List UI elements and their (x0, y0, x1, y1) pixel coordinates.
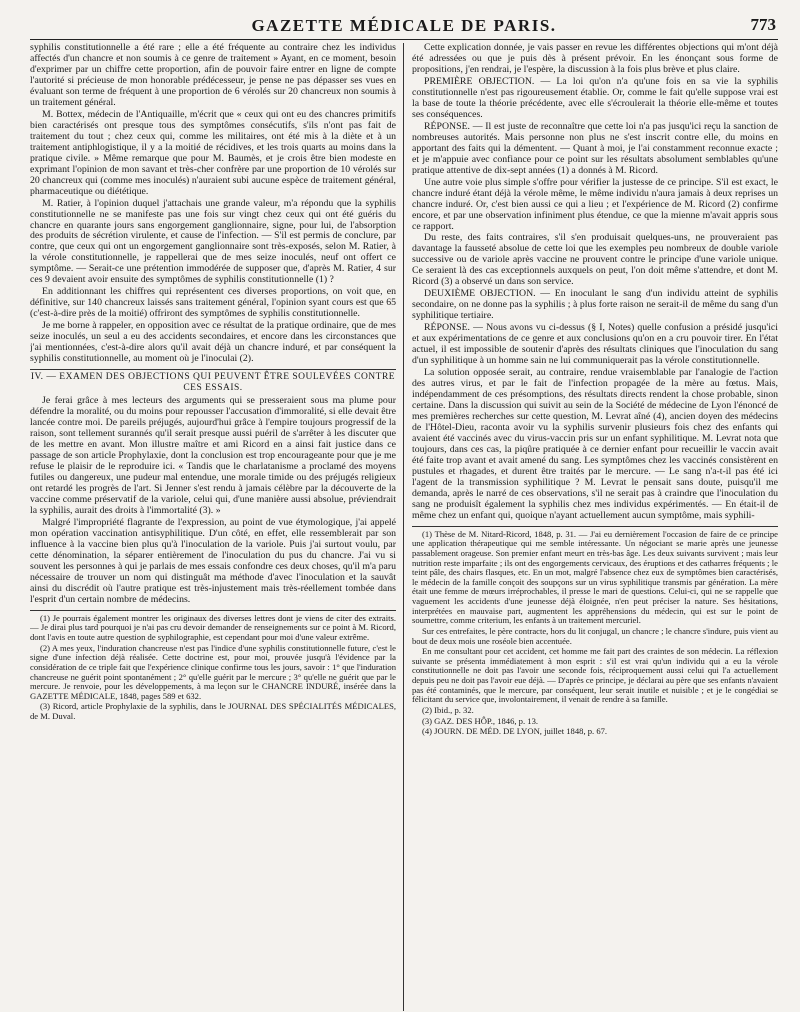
footnote: (1) Thèse de M. Nitard-Ricord, 1848, p. 31. — J'ai eu dernièrement l'occasion de faire de ce principe une application thérapeutique qui me semble intéressante. Un négociant se marie après une jeunesse passablement orageuse. Son premier enfant meurt en très-bas âge. Les deux suivants survivent ; mais leur nutrition reste imparfaite ; ils ont des engorgements cervicaux, des éruptions et des catharres fréquents ; le teint pâle, des chairs flasques, etc. En un mot, malgré l'absence chez eux de symptômes bien caractérisés, le médecin de la famille conçoit des soupçons sur un virus syphilitique transmis par génération. La mère était une femme de mœurs irréprochables, il presse le mari de questions. Celui-ci, qui ne se rappelle que vaguement les accidents d'une jeunesse déjà éloignée, n'en peut préciser la nature. Ses hésitations, interprétées en mauvaise part, augmentent les appréhensions du médecin, qui est sur le point de soumettre, comme criterium, les enfants à un traitement mercuriel. (412, 528, 778, 626)
footnote: (2) A mes yeux, l'induration chancreuse n'est pas l'indice d'une syphilis constitutionnelle future, c'est le signe d'une infection déjà réalisée. Cette doctrine est, pour moi, prouvée jusqu'à l'évidence par la considération de ce triple fait que l'expérience clinique confirme tous les jours, savoir : 1° que l'induration chancreuse ne guérit point spontanément ; 2° qu'elle guérit par le mercure ; 3° qu'elle ne guérit que par le mercure. Je renvoie, pour les développements, à ma leçon sur le CHANCRE INDURÉ, insérée dans la GAZETTE MÉDICALE, 1848, pages 589 et 632. (30, 642, 396, 701)
right-column (404, 43, 778, 1011)
paragraph: En additionnant les chiffres qui représentent ces diverses proportions, on voit que, en définitive, sur 140 chancreux laissés sans traitement général, l'opinion syant cours est que 65 (c'est-à-dire près de la moitié) offriront des symptômes de syphilis constitutionnelle. (30, 286, 396, 320)
paragraph: M. Bottex, médecin de l'Antiquaille, m'écrit que « ceux qui ont eu des chancres primitifs bien caractérisés ont presque tous des symptômes consécutifs, s'ils n'ont pas fait de traitement du tout ; chez ceux qui, comme les militaires, ont été mis à la diète et à un traitement antiphlogistique, il y a la moitié de récidives, et les trois quarts au moins dans la pratique civile. » Même remarque que pour M. Baumès, et je crois être bien modeste en exprimant l'opinion de mon savant et très-cher confrère par une proportion de 10 vérolés sur 20 chancreux qui (comme mes inoculés) n'auraient subi aucune espèce de traitement général, pharmaceutique ou diététique. (30, 108, 396, 197)
paragraph: Du reste, des faits contraires, s'il s'en produisait quelques-uns, ne prouveraient pas davantage la fausseté absolue de cette loi que les exemples peu nombreux de double variole successive ou de variole après vaccine ne prouvent contre le principe d'une variole unique. Ce seraient là des cas exceptionnels auxquels on peut, l'on doit même s'attendre, et dont M. Ricord (3) a observé un dans son service. (412, 232, 778, 288)
paragraph: Je ferai grâce à mes lecteurs des arguments qui se presseraient sous ma plume pour défendre la moralité, ou du moins pour repousser l'accusation d'immoralité, si elle devait être lancée contre moi. De pareils préjugés, aujourd'hui grâce à l'empire toujours progressif de la raison, sont tellement surannés qu'il serait presque aussi puéril de s'arrêter à les discuter que de les mettre en avant. Mon illustre maître et ami Ricord en a ainsi fait justice dans ce passage de son article Prophylaxie, dont la conclusion est trop encourageante pour que je me refuse le plaisir de le reproduire ici. « Tandis que le charlatanisme a proclamé des moyens futiles ou dangereux, une pudeur mal entendue, une morale timide ou des préjugés religieux ont retardé les progrès de l'art. Si Jenner s'est rendu à jamais célèbre par la découverte de la vaccine comme préservatif de la variole, celui qui, d'une manière aussi absolue, préviendrait la syphilis, aurait des droits à l'immortalité (3). » (30, 395, 396, 517)
footnote: En me consultant pour cet accident, cet homme me fait part des craintes de son médecin. La réflexion suivante se présenta immédiatement à mon esprit : s'il est vrai qu'un individu qui a eu la vérole constitutionnelle ne doit pas l'avoir une seconde fois, réciproquement aussi celui qui l'a actuellement depuis peu ne doit pas l'avoir eue déjà. — D'après ce principe, je déclarai au père que ses enfants n'avaient pas été contaminés, que le mercure, par conséquent, leur serait inutile et nuisible ; et je le congédiai se félicitant du service que, involontairement, il venait de rendre à sa famille. (412, 646, 778, 705)
footnotes-right (412, 526, 778, 737)
footnote: (4) JOURN. DE MÉD. DE LYON, juillet 1848, p. 67. (422, 726, 608, 737)
left-column (30, 43, 404, 1011)
text-columns (30, 43, 778, 1011)
paragraph: RÉPONSE. — Nous avons vu ci-dessus (§ I, Notes) quelle confusion a présidé jusqu'ici et aux expérimentations de ce genre et aux conclusions qu'on en a cru pouvoir tirer. En l'état actuel, il est impossible de soutenir d'après des résultats cliniques que l'inoculation du sang d'un syphilitique à un homme sain ne lui communiquerait pas la vérole constitutionnelle. (412, 322, 778, 367)
paragraph: syphilis constitutionnelle a été rare ; elle a été fréquente au contraire chez les individus affectés d'un chancre et non soumis à ce genre de traitement » Ayant, en ce moment, besoin d'exprimer par un chiffre cette proportion, afin de pouvoir faire entrer en ligne de compte l'autorité si précieuse de mon honorable prédécesseur, je pense ne pas dépasser ses vues en évaluant son terme de fréquent à une proportion de 6 vérolés sur 20 chancreux non soumis à un traitement général. (30, 43, 396, 108)
paragraph: Malgré l'impropriété flagrante de l'expression, au point de vue étymologique, j'ai appelé mon opération vaccination antisyphilitique. D'un côté, en effet, elle ressemblerait par son influence à la vaccine bien plus qu'à l'inoculation de la variole. Puis j'ai surtout voulu, par cette dénomination, la séparer entièrement de l'inoculation du pus du chancre. J'ai vu si souvent les personnes à qui je parlais de mes essais confondre ces deux choses, qu'il m'a paru nécessaire de trouver un nom qui distinguât ma méthode d'avec l'inoculation et la sauvât ainsi du discrédit où l'autre pratique est très-injustement mais très-réellement tombée dans l'esprit d'un certain nombre de médecins. (30, 517, 396, 605)
paragraph: PREMIÈRE OBJECTION. — La loi qu'on n'a qu'une fois en sa vie la syphilis constitutionnelle n'est pas rigoureusement établie. Or, comme le fait qu'elle suppose vrai est la base de toute la théorie précédente, avec elle s'écroulerait la théorie elle-même et toutes ses conséquences. (412, 75, 778, 120)
paragraph: RÉPONSE. — Il est juste de reconnaître que cette loi n'a pas jusqu'ici reçu la sanction de nombreuses autorités. Mais personne non plus ne s'est inscrit contre elle, du moins en apportant des faits qui la démentent. — Quant à moi, je l'ai constamment reconnue exacte ; et je m'appuie avec confiance pour ce point sur les résultats absolument semblables qu'une pratique attentive de dix-sept années (1) a donnés à M. Ricord. (412, 120, 778, 176)
paragraph: M. Ratier, à l'opinion duquel j'attachais une grande valeur, m'a répondu que la syphilis constitutionnelle ne se manifeste pas une fois sur vingt chez ceux qui ont été guéris du chancre en quarante jours sans engorgement ganglionnaire, signe, pour lui, de l'absorption des produits de sécrétion virulente, et cause de l'infection. — S'il est permis de conclure, par contre, que ceux qui ont un engorgement ganglionnaire sont très-exposés, selon M. Ratier, à la vérole constitutionnelle, je rappellerai que de mes seize inoculés, neuf ont offert ce symptôme. — Serait-ce une prétention immodérée de supposer que, d'après M. Ratier, 4 sur ces 9 devaient avoir ensuite des symptômes de syphilis constitutionnelle (1) ? (30, 197, 396, 286)
paragraph: La solution opposée serait, au contraire, rendue vraisemblable par l'analogie de l'action des autres virus, et par le fait de l'infection propagée de la mère au fœtus. Mais, indépendamment de ces présomptions, des résultats directs rendent la chose probable, sinon certaine. Dans la discussion qui suivit au sein de la Société de médecine de Lyon l'énoncé de mes premières recherches sur cette question, M. Levrat aîné (4), ancien doyen des médecins de l'Hôtel-Dieu, raconta avoir vu la syphilis survenir plusieurs fois chez des enfants qui avaient été vaccinés avec du virus-vaccin pris sur un enfant syphilitique. M. Levrat nota que toujours, dans ces cas, la piqûre pratiquée à ce dernier enfant pour recueillir le vaccin avait été faite trop avant et avait amené du sang. Les symptômes chez les vaccinés consistèrent en pustules et rhagades, et durent être traités par le mercure. — Le sang n'a-t-il pas été ici l'agent de la transmission syphilitique ? M. Levrat le pensait sans doute, puisqu'il me demanda, après le narré de ces observations, s'il ne serait pas à craindre que l'inoculation du sang ne produisît également la syphilis chez mes individus expérimentés. — En était-il de même chez un enfant qui, quoique n'ayant actuellement aucun symptôme, mais syphili- (412, 367, 778, 521)
footnote: Sur ces entrefaites, le père contracte, hors du lit conjugal, un chancre ; le chancre s'indure, puis vient au bout de deux mois une roséole bien accentuée. (412, 625, 778, 646)
section-title: IV. — EXAMEN DES OBJECTIONS QUI PEUVENT ÊTRE SOULEVÉES CONTRE CES ESSAIS. (30, 369, 396, 393)
footnotes-left (30, 610, 396, 722)
footnote: (3) Ricord, article Prophylaxie de la syphilis, dans le JOURNAL DES SPÉCIALITÉS MÉDICALES, de M. Duval. (30, 701, 396, 721)
page-title: GAZETTE MÉDICALE DE PARIS. (251, 16, 557, 35)
paragraph: Une autre voie plus simple s'offre pour vérifier la justesse de ce principe. S'il est exact, le chancre induré étant déjà la vérole même, le même individu n'aura jamais à deux reprises un chancre induré. Or, c'est bien aussi ce qui a lieu ; et l'expérience de M. Ricord (2) confirme encore, et par une observation infiniment plus étendue, ce que la mienne m'avait appris sous ce rapport. (412, 176, 778, 232)
page-number: 773 (750, 15, 776, 34)
paragraph: Cette explication donnée, je vais passer en revue les différentes objections qui m'ont déjà été adressées ou que je puis dès à présent prévoir. En les énonçant sous forme de propositions, j'en rendrai, je l'espère, la discussion à la fois plus brève et plus claire. (412, 43, 778, 75)
footnote: (1) Je pourrais également montrer les originaux des diverses lettres dont je viens de citer des extraits. — Je dirai plus tard pourquoi je n'ai pas cru devoir demander de renseignements sur ce point à M. Ricord, dont l'avis en toute autre question de syphilographie, est cependant pour moi d'une valeur extrême. (30, 612, 396, 642)
footnote: (2) Ibid., p. 32. (422, 704, 474, 715)
page-header (30, 14, 778, 40)
footnote: (3) GAZ. DES HÔP., 1846, p. 13. (422, 715, 539, 726)
paragraph: Je me borne à rappeler, en opposition avec ce résultat de la pratique ordinaire, que de mes seize inoculés, un seul a eu des accidents secondaires, et encore dans les circonstances que j'ai mentionnées, c'est-à-dire alors qu'il avait déjà un chancre induré, et par conséquent la syphilis constitutionnelle, au moment où je l'inoculai (2). (30, 320, 396, 365)
paragraph: DEUXIÈME OBJECTION. — En inoculant le sang d'un individu atteint de syphilis secondaire, on ne donne pas la syphilis ; à plus forte raison ne serait-il de même du sang d'un syphilitique tertiaire. (412, 288, 778, 322)
